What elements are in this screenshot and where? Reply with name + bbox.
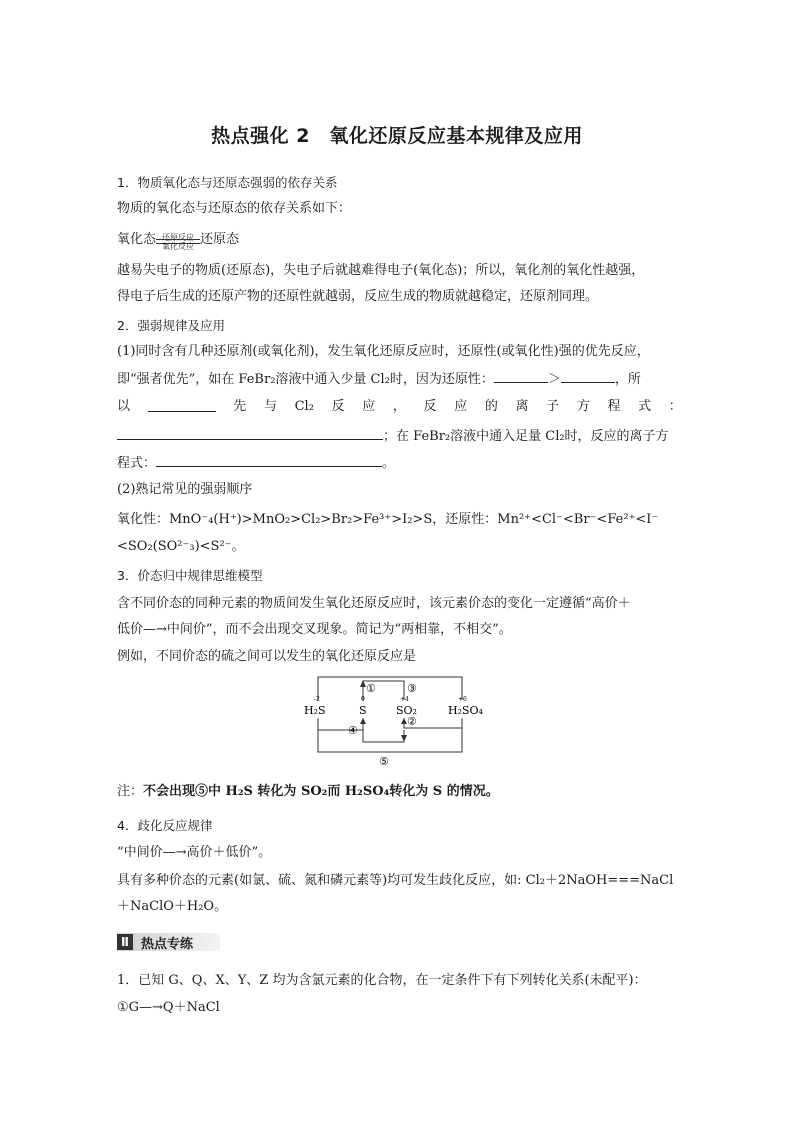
section-1-heading: 1．物质氧化态与还原态强弱的依存关系 — [117, 175, 338, 190]
justified-char: 反 — [331, 399, 345, 414]
section-2-text-e — [117, 452, 682, 474]
species-so2: SO₂ — [396, 704, 417, 717]
justified-char: 子 — [546, 399, 560, 414]
strength-order-reducing: <SO₂(SO²⁻₃)<S²⁻。 — [117, 539, 245, 554]
section-3-note — [117, 782, 682, 802]
section-1-text-b: 得电子后生成的还原产物的还原性就越弱，反应生成的物质就越稳定，还原剂同理。 — [117, 289, 599, 304]
valence-s: 0 — [361, 696, 365, 703]
greater-than-sign: ＞ — [547, 372, 561, 387]
section-2-heading: 2．强弱规律及应用 — [117, 318, 225, 333]
practice-heading: 热点专练 — [141, 937, 194, 952]
justified-char: 先 — [233, 399, 247, 414]
practice-banner — [117, 933, 220, 951]
note-prefix: 注： — [117, 784, 144, 799]
justified-char: 以 — [117, 399, 131, 414]
section-1-text-a: 越易失电子的物质(还原态)，失电子后就越难得电子(氧化态)；所以，氧化剂的氧化性越强， — [117, 263, 645, 278]
note-text: 不会出现⑤中 H₂S 转化为 SO₂而 H₂SO₄转化为 S 的情况。 — [143, 784, 499, 799]
blank-first-reactant — [148, 397, 216, 412]
blank-ionic-equation-1 — [117, 425, 383, 440]
valence-h2so4: +6 — [458, 696, 467, 703]
section-3-text-b: 低价—→中间价”，而不会出现交叉现象。简记为“两相靠，不相交”。 — [117, 622, 512, 637]
reduced-state-label: 还原态 — [200, 232, 240, 247]
sulfur-valence-diagram — [300, 670, 500, 770]
justified-char: 与 — [263, 399, 277, 414]
valence-so2: +4 — [400, 696, 409, 703]
section-3-heading: 3．价态归中规律思维模型 — [117, 568, 263, 583]
section-3-text-c: 例如，不同价态的硫之间可以发生的氧化还原反应是 — [117, 649, 417, 664]
justified-char: 方 — [576, 399, 590, 414]
page-title: 热点强化 2 氧化还原反应基本规律及应用 — [211, 125, 583, 147]
justified-char: 离 — [515, 399, 529, 414]
marker-2: ② — [407, 715, 417, 728]
section-2-text-d — [117, 425, 682, 447]
marker-3: ③ — [407, 682, 417, 695]
justified-char: 反 — [423, 399, 437, 414]
section-2-text-c — [117, 397, 682, 417]
oxidation-label: 氧化反应 — [162, 242, 195, 251]
question-1-equation: ①G—→Q＋NaCl — [117, 1000, 220, 1015]
valence-h2s: -2 — [314, 696, 320, 703]
section-4-text-c: ＋NaClO＋H₂O。 — [117, 899, 228, 914]
justified-char: 应 — [362, 399, 376, 414]
section-4-text-b: 具有多种价态的元素(如氯、硫、氮和磷元素等)均可发生歧化反应，如: Cl₂＋2NaOH===NaCl — [117, 873, 674, 888]
section-3-text-a: 含不同价态的同种元素的物质间发生氧化还原反应时，该元素价态的变化一定遵循“高价＋ — [117, 596, 631, 611]
blank-reducer-1 — [494, 368, 548, 383]
text-fragment: ；在 FeBr₂溶液中通入足量 Cl₂时，反应的离子方 — [383, 429, 669, 444]
section-2-sub-heading: (2)熟记常见的强弱顺序 — [117, 482, 253, 497]
question-1-text: 1．已知 G、Q、X、Y、Z 均为含氯元素的化合物，在一定条件下有下列转化关系(未配平)： — [117, 973, 647, 988]
section-2-text-b — [117, 368, 682, 390]
justified-char: ： — [668, 399, 682, 414]
arrow-head-icon — [401, 735, 407, 742]
text-fragment: 即“强者优先”，如在 FeBr₂溶液中通入少量 Cl₂时，因为还原性： — [117, 372, 494, 387]
justified-char: 的 — [484, 399, 498, 414]
section-4-heading: 4．歧化反应规律 — [117, 818, 213, 833]
justified-char: 程 — [607, 399, 621, 414]
species-h2so4: H₂SO₄ — [448, 704, 483, 717]
justified-char: Cl₂ — [294, 399, 314, 414]
blank-reducer-2 — [561, 368, 615, 383]
species-s: S — [359, 704, 367, 717]
blank-ionic-equation-2 — [156, 452, 382, 467]
text-fragment: 程式： — [117, 456, 157, 471]
marker-1: ① — [366, 682, 376, 695]
marker-5: ⑤ — [379, 755, 389, 768]
text-fragment: 。 — [382, 456, 396, 471]
arrow-head-icon — [360, 718, 366, 724]
reduction-label: 还原反应 — [162, 233, 195, 242]
redox-equilibrium-line — [117, 230, 682, 250]
marker-4: ④ — [348, 724, 358, 737]
justified-char: 式 — [638, 399, 652, 414]
justified-char: 应 — [454, 399, 468, 414]
section-2-text-a: (1)同时含有几种还原剂(或氧化剂)，发生氧化还原反应时，还原性(或氧化性)强的优先反应， — [117, 344, 650, 359]
double-arrow-icon — [156, 230, 200, 250]
strength-order-oxidizing: 氧化性：MnO⁻₄(H⁺)>MnO₂>Cl₂>Br₂>Fe³⁺>I₂>S，还原性：Mn²⁺<Cl⁻<Br⁻<Fe²⁺<I⁻ — [117, 512, 659, 527]
justified-char: ， — [392, 399, 406, 414]
section-4-text-a: “中间价—→高价＋低价”。 — [117, 845, 272, 860]
species-h2s: H₂S — [304, 704, 326, 717]
section-badge-icon: Ⅱ — [117, 934, 133, 950]
text-fragment: ，所 — [614, 372, 641, 387]
section-1-paragraph: 物质的氧化态与还原态的依存关系如下： — [117, 201, 352, 216]
oxidized-state-label: 氧化态 — [117, 232, 157, 247]
